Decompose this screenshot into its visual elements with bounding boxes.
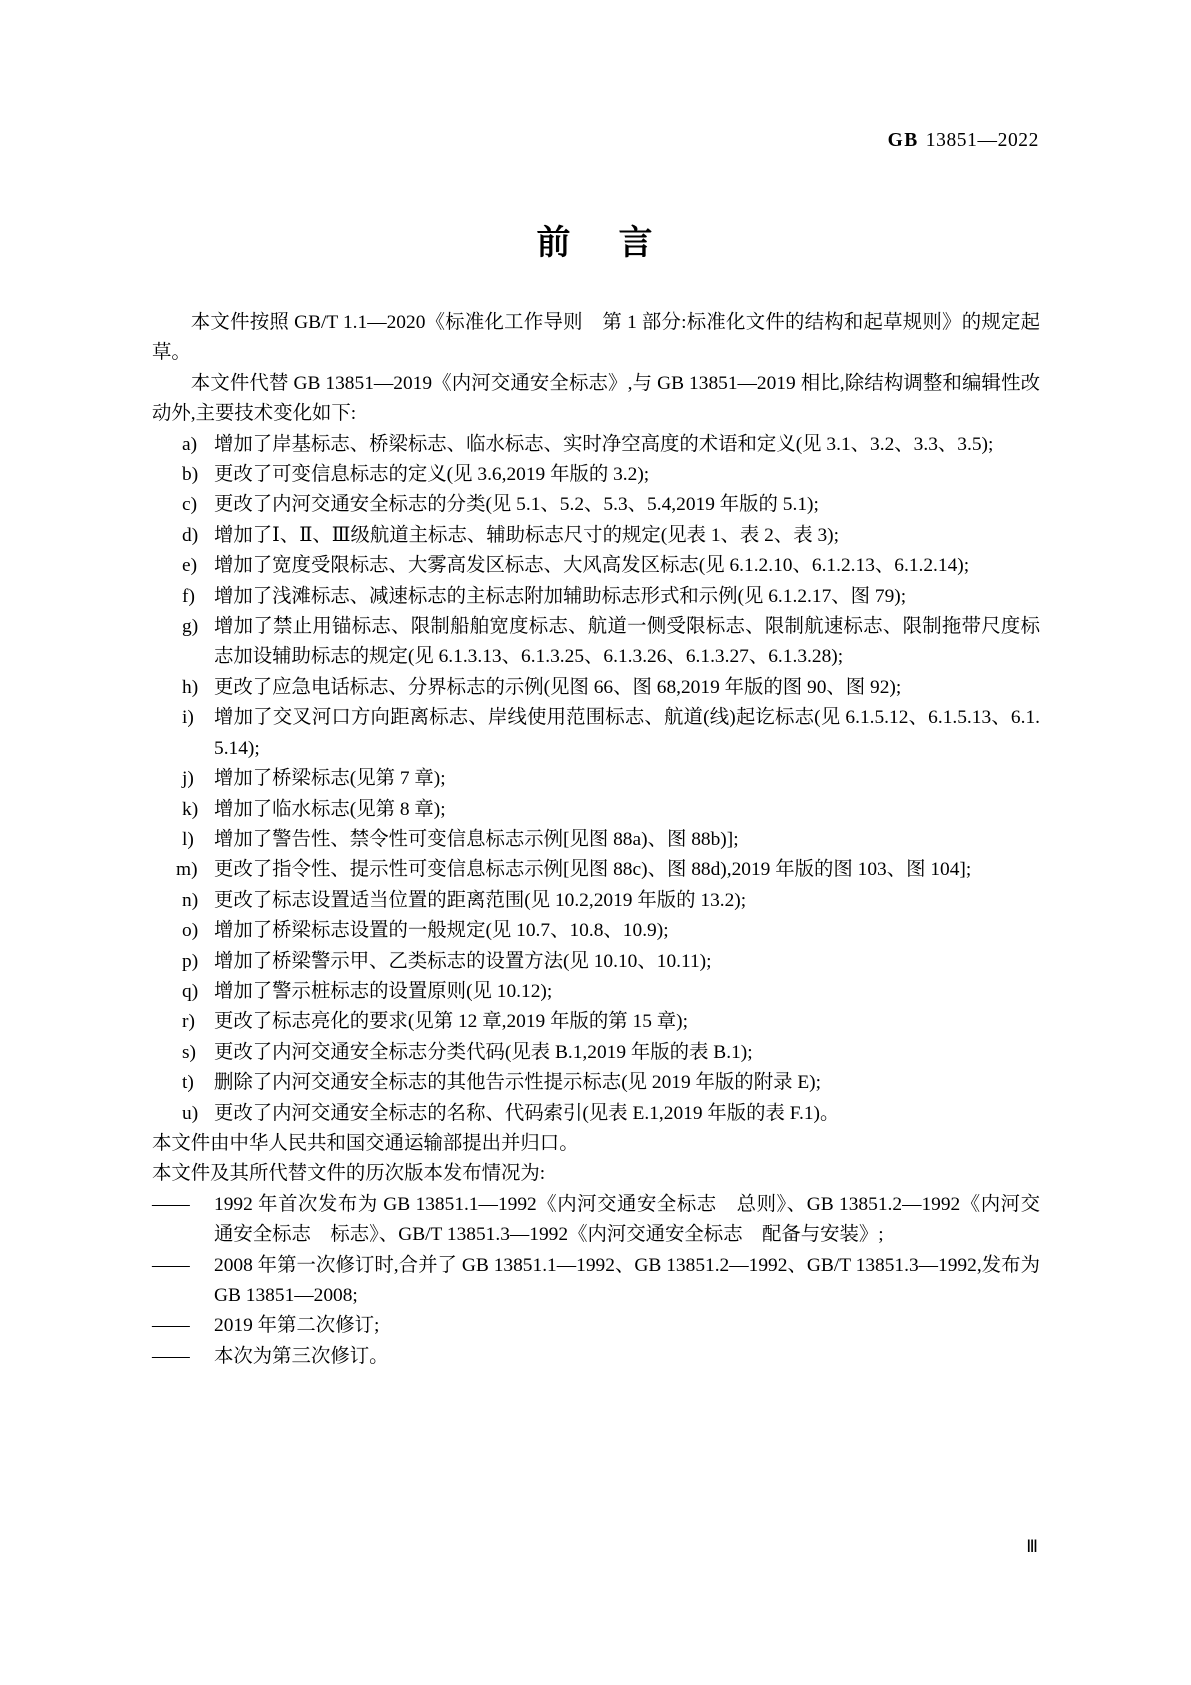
list-text: 更改了应急电话标志、分界标志的示例(见图 66、图 68,2019 年版的图 90、图 92); [214,676,902,698]
running-head [888,130,1039,152]
list-marker: d) [182,524,199,546]
list-text: 本次为第三次修订。 [214,1345,389,1367]
list-item [152,1190,1040,1251]
list-item [152,855,1040,885]
list-item [152,795,1040,825]
dash-marker: —— [152,1345,189,1367]
list-marker: a) [182,433,198,455]
list-text: 更改了内河交通安全标志的分类(见 5.1、5.2、5.3、5.4,2019 年版的 5.1); [214,494,819,516]
list-item [152,430,1040,460]
list-text: 删除了内河交通安全标志的其他告示性提示标志(见 2019 年版的附录 E); [214,1072,822,1094]
list-item [152,612,1040,673]
list-item [152,1342,1040,1372]
list-text: 增加了岸基标志、桥梁标志、临水标志、实时净空高度的术语和定义(见 3.1、3.2、3.3、3.5); [214,433,994,455]
list-item [152,947,1040,977]
list-text: 更改了可变信息标志的定义(见 3.6,2019 年版的 3.2); [214,464,650,486]
list-text: 增加了交叉河口方向距离标志、岸线使用范围标志、航道(线)起讫标志(见 6.1.5.12、6.1.5.13、6.1.5.14); [214,707,1040,759]
dash-marker: —— [152,1254,189,1276]
list-marker: j) [182,768,194,790]
paragraph-proposer: 本文件由中华人民共和国交通运输部提出并归口。 [152,1132,579,1154]
list-marker: p) [182,950,199,972]
list-marker: l) [182,828,194,850]
list-item [152,1099,1040,1129]
list-text: 更改了标志亮化的要求(见第 12 章,2019 年版的第 15 章); [214,1011,688,1033]
list-marker: r) [182,1011,195,1033]
list-text: 增加了警告性、禁令性可变信息标志示例[见图 88a)、图 88b)]; [214,828,739,850]
list-item [152,916,1040,946]
list-marker: m) [176,859,198,881]
list-item [152,886,1040,916]
list-item [152,673,1040,703]
list-text: 2008 年第一次修订时,合并了 GB 13851.1—1992、GB 13851.2—1992、GB/T 13851.3—1992,发布为 GB 13851—2008; [214,1254,1040,1306]
list-item [152,1068,1040,1098]
list-text: 增加了警示桩标志的设置原则(见 10.12); [214,980,553,1002]
list-marker: u) [182,1102,199,1124]
list-text: 更改了内河交通安全标志分类代码(见表 B.1,2019 年版的表 B.1); [214,1041,753,1063]
list-item [152,551,1040,581]
list-text: 增加了桥梁标志(见第 7 章); [214,768,446,790]
list-text: 更改了指令性、提示性可变信息标志示例[见图 88c)、图 88d),2019 年版的图 103、图 104]; [214,859,972,881]
list-item [152,977,1040,1007]
list-text: 更改了标志设置适当位置的距离范围(见 10.2,2019 年版的 13.2); [214,889,747,911]
list-item [152,825,1040,855]
list-marker: b) [182,464,199,486]
list-item [152,490,1040,520]
technical-changes-list [152,430,1040,1129]
list-text: 2019 年第二次修订; [214,1315,380,1337]
list-marker: f) [182,585,195,607]
list-item [152,460,1040,490]
list-item [152,1311,1040,1341]
page-number: Ⅲ [1026,1537,1039,1556]
history-versions-list [152,1190,1040,1372]
dash-marker: —— [152,1193,189,1215]
list-item [152,1038,1040,1068]
list-text: 1992 年首次发布为 GB 13851.1—1992《内河交通安全标志 总则》、GB 13851.2—1992《内河交通安全标志 标志》、GB/T 13851.3—1992《内河交通安全标志 配备与安装》; [214,1193,1040,1246]
title-char-1: 前 [536,223,573,263]
list-marker: i) [182,707,194,729]
list-item [152,1007,1040,1037]
list-item [152,521,1040,551]
list-marker: n) [182,889,199,911]
paragraph-drafting-rule: 本文件按照 GB/T 1.1—2020《标准化工作导则 第 1 部分:标准化文件的结构和起草规则》的规定起草。 [152,312,1040,364]
paragraph-replaces: 本文件代替 GB 13851—2019《内河交通安全标志》,与 GB 13851—2019 相比,除结构调整和编辑性改动外,主要技术变化如下: [152,372,1040,425]
foreword-body [152,308,1040,1372]
list-text: 增加了桥梁标志设置的一般规定(见 10.7、10.8、10.9); [214,920,669,942]
list-text: 增加了临水标志(见第 8 章); [214,798,446,820]
list-marker: g) [182,616,199,638]
list-item [152,582,1040,612]
list-text: 增加了浅滩标志、减速标志的主标志附加辅助标志形式和示例(见 6.1.2.17、图 79); [214,585,907,607]
list-text: 增加了禁止用锚标志、限制船舶宽度标志、航道一侧受限标志、限制航速标志、限制拖带尺度标志加设辅助标志的规定(见 6.1.3.13、6.1.3.25、6.1.3.26、6.1.3.27、6.1.3.28); [214,616,1040,668]
list-text: 增加了桥梁警示甲、乙类标志的设置方法(见 10.10、10.11); [214,950,712,972]
list-marker: s) [182,1041,197,1063]
list-marker: h) [182,676,199,698]
list-item [152,1251,1040,1312]
list-text: 更改了内河交通安全标志的名称、代码索引(见表 E.1,2019 年版的表 F.1)。 [214,1102,840,1124]
list-marker: k) [182,798,199,820]
list-item [152,764,1040,794]
standard-number: 13851—2022 [925,130,1039,151]
list-text: 增加了宽度受限标志、大雾高发区标志、大风高发区标志(见 6.1.2.10、6.1.2.13、6.1.2.14); [214,555,970,577]
standard-prefix: GB [887,130,919,151]
page-title [0,215,1191,264]
list-marker: o) [182,920,199,942]
list-marker: t) [182,1072,194,1094]
list-text: 增加了Ⅰ、Ⅱ、Ⅲ级航道主标志、辅助标志尺寸的规定(见表 1、表 2、表 3); [214,524,840,546]
paragraph-history-intro: 本文件及其所代替文件的历次版本发布情况为: [152,1163,546,1185]
list-marker: c) [182,494,198,516]
list-marker: e) [182,555,198,577]
list-item [152,703,1040,764]
title-char-2: 言 [618,223,655,263]
list-marker: q) [182,980,199,1002]
dash-marker: —— [152,1315,189,1337]
